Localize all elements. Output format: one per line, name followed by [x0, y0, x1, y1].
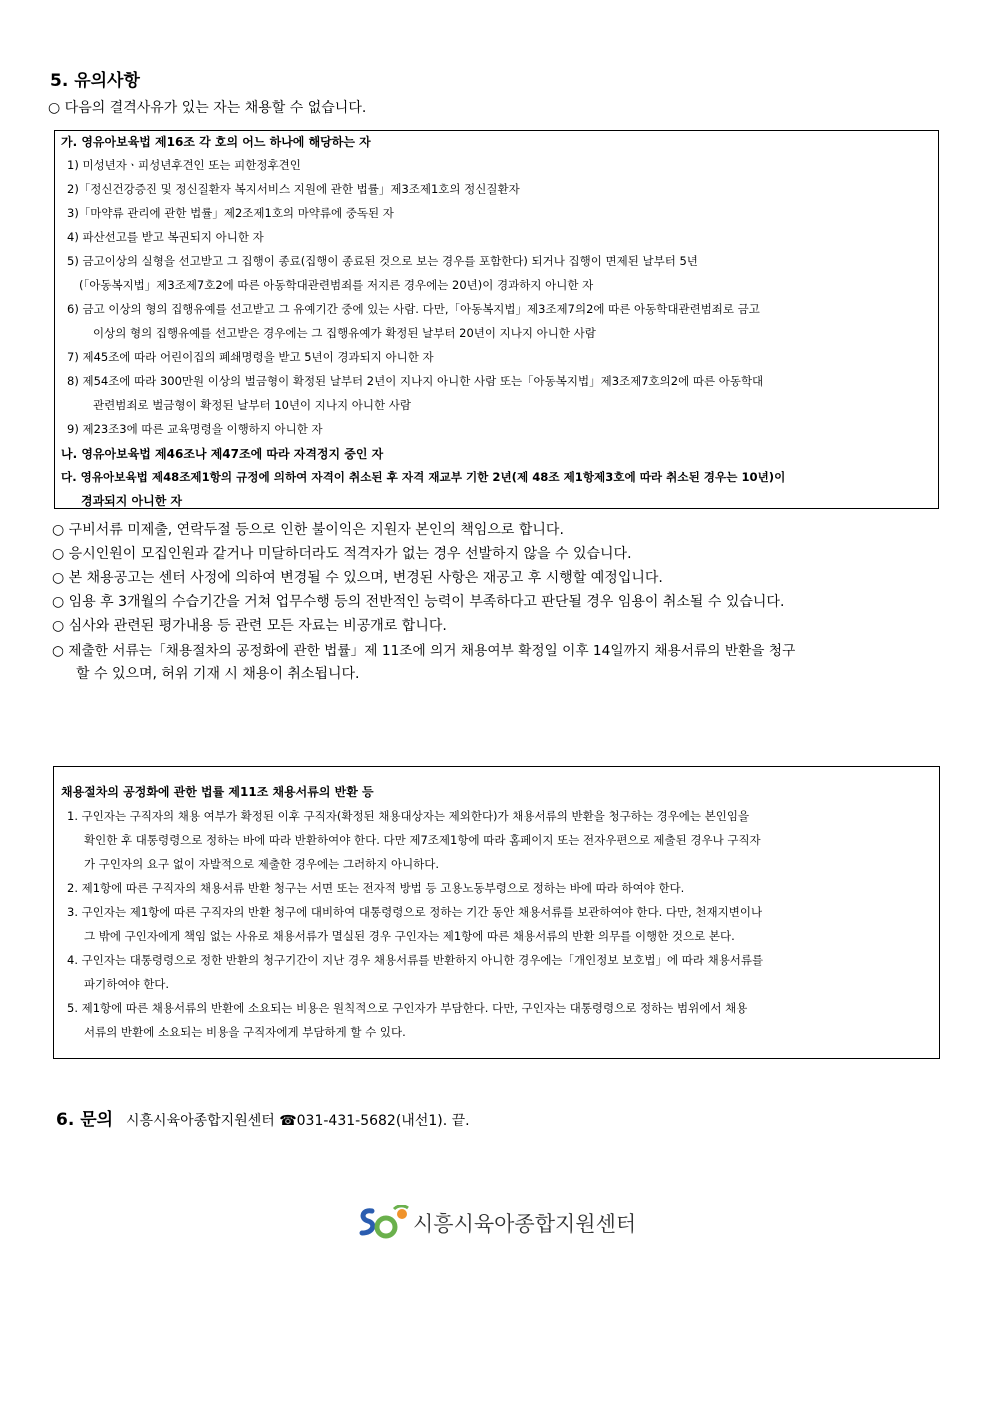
section6-contact: 시흥시육아종합지원센터 ☎031-431-5682(내선1). 끝.	[126, 1113, 470, 1129]
law-line: 1. 구인자는 구직자의 채용 여부가 확정된 이후 구직자(확정된 채용대상자는 제외한다)가 채용서류의 반환을 청구하는 경우에는 본인임을	[67, 809, 750, 823]
disqualification-box	[54, 130, 939, 509]
note-item: ○ 임용 후 3개월의 수습기간을 거쳐 업무수행 등의 전반적인 능력이 부족하다고 판단될 경우 임용이 취소될 수 있습니다.	[52, 594, 785, 610]
list-item: 8) 제54조에 따라 300만원 이상의 벌금형이 확정된 날부터 2년이 지나지 아니한 사람 또는「아동복지법」제3조제7호의2에 따른 아동학대	[67, 374, 764, 388]
section6-title: 6. 문의	[56, 1110, 114, 1130]
law-line: 파기하여야 한다.	[84, 977, 170, 991]
list-item: 이상의 형의 집행유예를 선고받은 경우에는 그 집행유예가 확정된 날부터 20년이 지나지 아니한 사람	[93, 326, 596, 340]
law-line: 3. 구인자는 제1항에 따른 구직자의 반환 청구에 대비하여 대통령령으로 정하는 기간 동안 채용서류를 보관하여야 한다. 다만, 천재지변이나	[67, 905, 763, 919]
note-item: ○ 제출한 서류는「채용절차의 공정화에 관한 법률」제 11조에 의거 채용여부 확정일 이후 14일까지 채용서류의 반환을 청구	[52, 643, 796, 659]
note-item-cont: 할 수 있으며, 허위 기재 시 채용이 취소됩니다.	[76, 666, 360, 682]
section5-intro: ○ 다음의 결격사유가 있는 자는 채용할 수 없습니다.	[48, 100, 367, 116]
law-box	[53, 766, 940, 1059]
item-da-cont: 경과되지 아니한 자	[81, 494, 183, 508]
section5-title: 5. 유의사항	[50, 71, 140, 91]
law-line: 2. 제1항에 따른 구직자의 채용서류 반환 청구는 서면 또는 전자적 방법 등 고용노동부령으로 정하는 바에 따라 하여야 한다.	[67, 881, 685, 895]
item-ga: 가. 영유아보육법 제16조 각 호의 어느 하나에 해당하는 자	[61, 135, 371, 149]
note-item: ○ 본 채용공고는 센터 사정에 의하여 변경될 수 있으며, 변경된 사항은 재공고 후 시행할 예정입니다.	[52, 570, 663, 586]
note-item: ○ 심사와 관련된 평가내용 등 관련 모든 자료는 비공개로 합니다.	[52, 618, 447, 634]
law-title: 채용절차의 공정화에 관한 법률 제11조 채용서류의 반환 등	[61, 785, 374, 799]
law-line: 4. 구인자는 대통령령으로 정한 반환의 청구기간이 지난 경우 채용서류를 반환하지 아니한 경우에는「개인정보 보호법」에 따라 채용서류를	[67, 953, 764, 967]
law-line: 그 밖에 구인자에게 책임 없는 사유로 채용서류가 멸실된 경우 구인자는 제1항에 따른 채용서류의 반환 의무를 이행한 것으로 본다.	[84, 929, 735, 943]
list-item: 7) 제45조에 따라 어린이집의 폐쇄명령을 받고 5년이 경과되지 아니한 자	[67, 350, 434, 364]
center-logo-icon	[358, 1205, 412, 1245]
item-na: 나. 영유아보육법 제46조나 제47조에 따라 자격정지 중인 자	[61, 447, 384, 461]
law-line: 5. 제1항에 따른 채용서류의 반환에 소요되는 비용은 원칙적으로 구인자가 부담한다. 다만, 구인자는 대통령령으로 정하는 범위에서 채용	[67, 1001, 748, 1015]
list-item: (「아동복지법」제3조제7호2에 따른 아동학대관련범죄를 저지른 경우에는 20년)이 경과하지 아니한 자	[79, 278, 594, 292]
center-logo-text: 시흥시육아종합지원센터	[413, 1212, 637, 1236]
list-item: 5) 금고이상의 실형을 선고받고 그 집행이 종료(집행이 종료된 것으로 보는 경우를 포함한다) 되거나 집행이 면제된 날부터 5년	[67, 254, 698, 268]
list-item: 1) 미성년자ㆍ피성년후견인 또는 피한정후견인	[67, 158, 301, 172]
list-item: 관련범죄로 벌금형이 확정된 날부터 10년이 지나지 아니한 사람	[93, 398, 411, 412]
list-item: 4) 파산선고를 받고 복권되지 아니한 자	[67, 230, 264, 244]
list-item: 3)「마약류 관리에 관한 법률」제2조제1호의 마약류에 중독된 자	[67, 206, 394, 220]
list-item: 2)「정신건강증진 및 정신질환자 복지서비스 지원에 관한 법률」제3조제1호의 정신질환자	[67, 182, 520, 196]
list-item: 6) 금고 이상의 형의 집행유예를 선고받고 그 유예기간 중에 있는 사람. 다만,「아동복지법」제3조제7의2에 따른 아동학대관련범죄로 금고	[67, 302, 760, 316]
law-line: 서류의 반환에 소요되는 비용을 구직자에게 부담하게 할 수 있다.	[84, 1025, 406, 1039]
law-line: 가 구인자의 요구 없이 자발적으로 제출한 경우에는 그러하지 아니하다.	[84, 857, 440, 871]
item-da: 다. 영유아보육법 제48조제1항의 규정에 의하여 자격이 취소된 후 자격 재교부 기한 2년(제 48조 제1항제3호에 따라 취소된 경우는 10년)이	[61, 470, 786, 484]
law-line: 확인한 후 대통령령으로 정하는 바에 따라 반환하여야 한다. 다만 제7조제1항에 따라 홈페이지 또는 전자우편으로 제출된 경우나 구직자	[84, 833, 761, 847]
note-item: ○ 구비서류 미제출, 연락두절 등으로 인한 불이익은 지원자 본인의 책임으로 합니다.	[52, 522, 564, 538]
note-item: ○ 응시인원이 모집인원과 같거나 미달하더라도 적격자가 없는 경우 선발하지 않을 수 있습니다.	[52, 546, 632, 562]
list-item: 9) 제23조3에 따른 교육명령을 이행하지 아니한 자	[67, 422, 323, 436]
